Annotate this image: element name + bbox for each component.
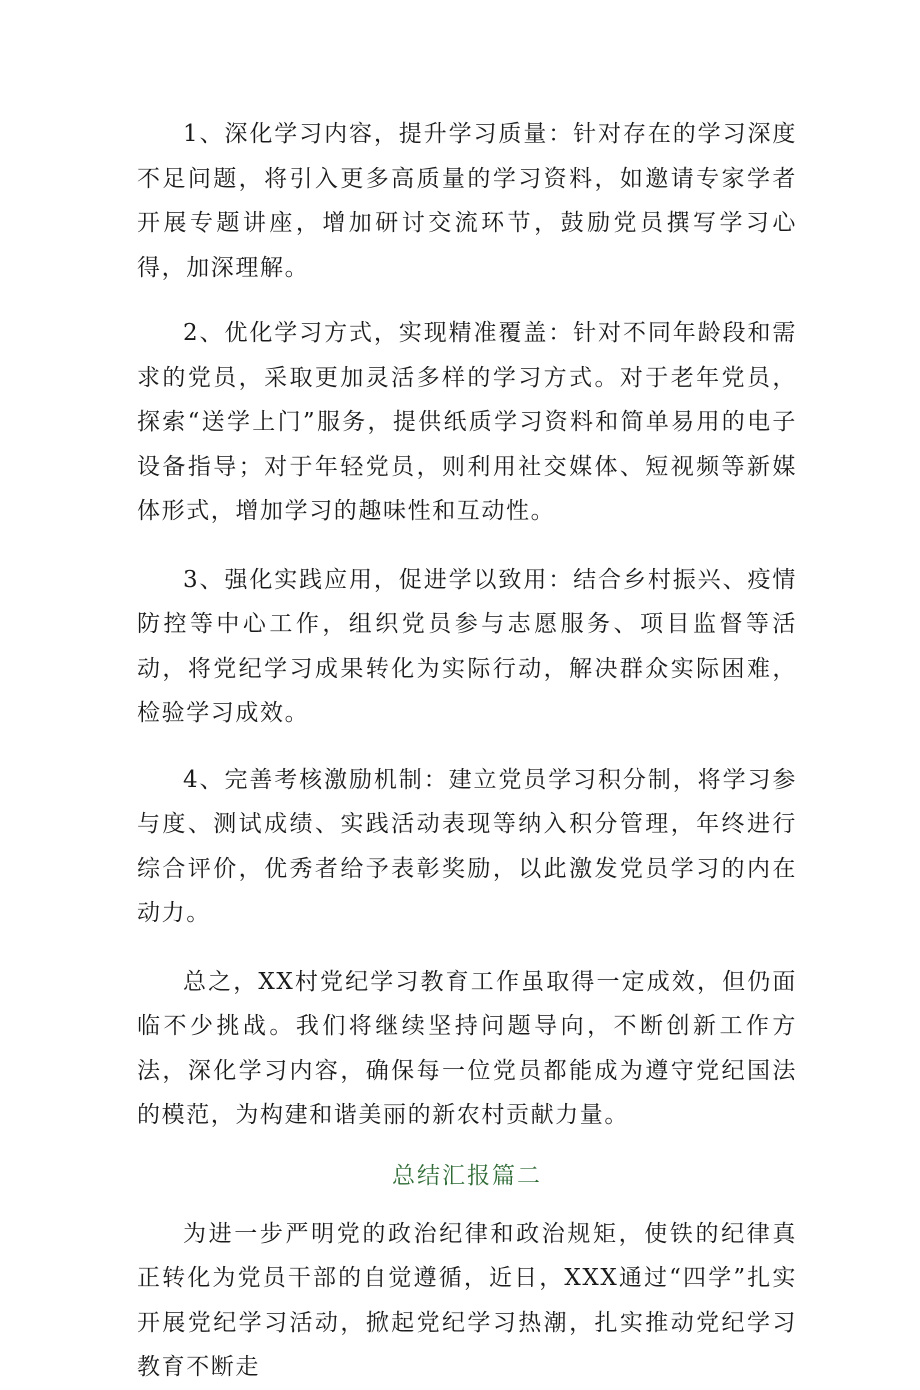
- paragraph-5-conclusion: 总之，XX村党纪学习教育工作虽取得一定成效，但仍面临不少挑战。我们将继续坚持问题导向，不断创新工作方法，深化学习内容，确保每一位党员都能成为遵守党纪国法的模范，为构建和谐美丽的新农村贡献力量。: [137, 968, 797, 1128]
- paragraph-3-practice-application: 3、强化实践应用，促进学以致用：结合乡村振兴、疫情防控等中心工作，组织党员参与志愿服务、项目监督等活动，将党纪学习成果转化为实际行动，解决群众实际困难，检验学习成效。: [137, 566, 797, 726]
- paragraph-6-section-two-intro: 为进一步严明党的政治纪律和政治规矩，使铁的纪律真正转化为党员干部的自觉遵循，近日，XXX通过“四学”扎实开展党纪学习活动，掀起党纪学习热潮，扎实推动党纪学习教育不断走: [137, 1220, 797, 1380]
- paragraph-4-assessment-incentives: 4、完善考核激励机制：建立党员学习积分制，将学习参与度、测试成绩、实践活动表现等纳入积分管理，年终进行综合评价，优秀者给予表彰奖励，以此激发党员学习的内在动力。: [137, 766, 797, 926]
- section-heading: 总结汇报篇二: [392, 1162, 542, 1189]
- paragraph-1-deepen-study: 1、深化学习内容，提升学习质量：针对存在的学习深度不足问题，将引入更多高质量的学习资料，如邀请专家学者开展专题讲座，增加研讨交流环节，鼓励党员撰写学习心得，加深理解。: [137, 121, 797, 281]
- paragraph-2-optimize-methods: 2、优化学习方式，实现精准覆盖：针对不同年龄段和需求的党员，采取更加灵活多样的学习方式。对于老年党员，探索“送学上门”服务，提供纸质学习资料和简单易用的电子设备指导；对于年轻党员，则利用社交媒体、短视频等新媒体形式，增加学习的趣味性和互动性。: [137, 320, 797, 524]
- document-body: [137, 112, 797, 1390]
